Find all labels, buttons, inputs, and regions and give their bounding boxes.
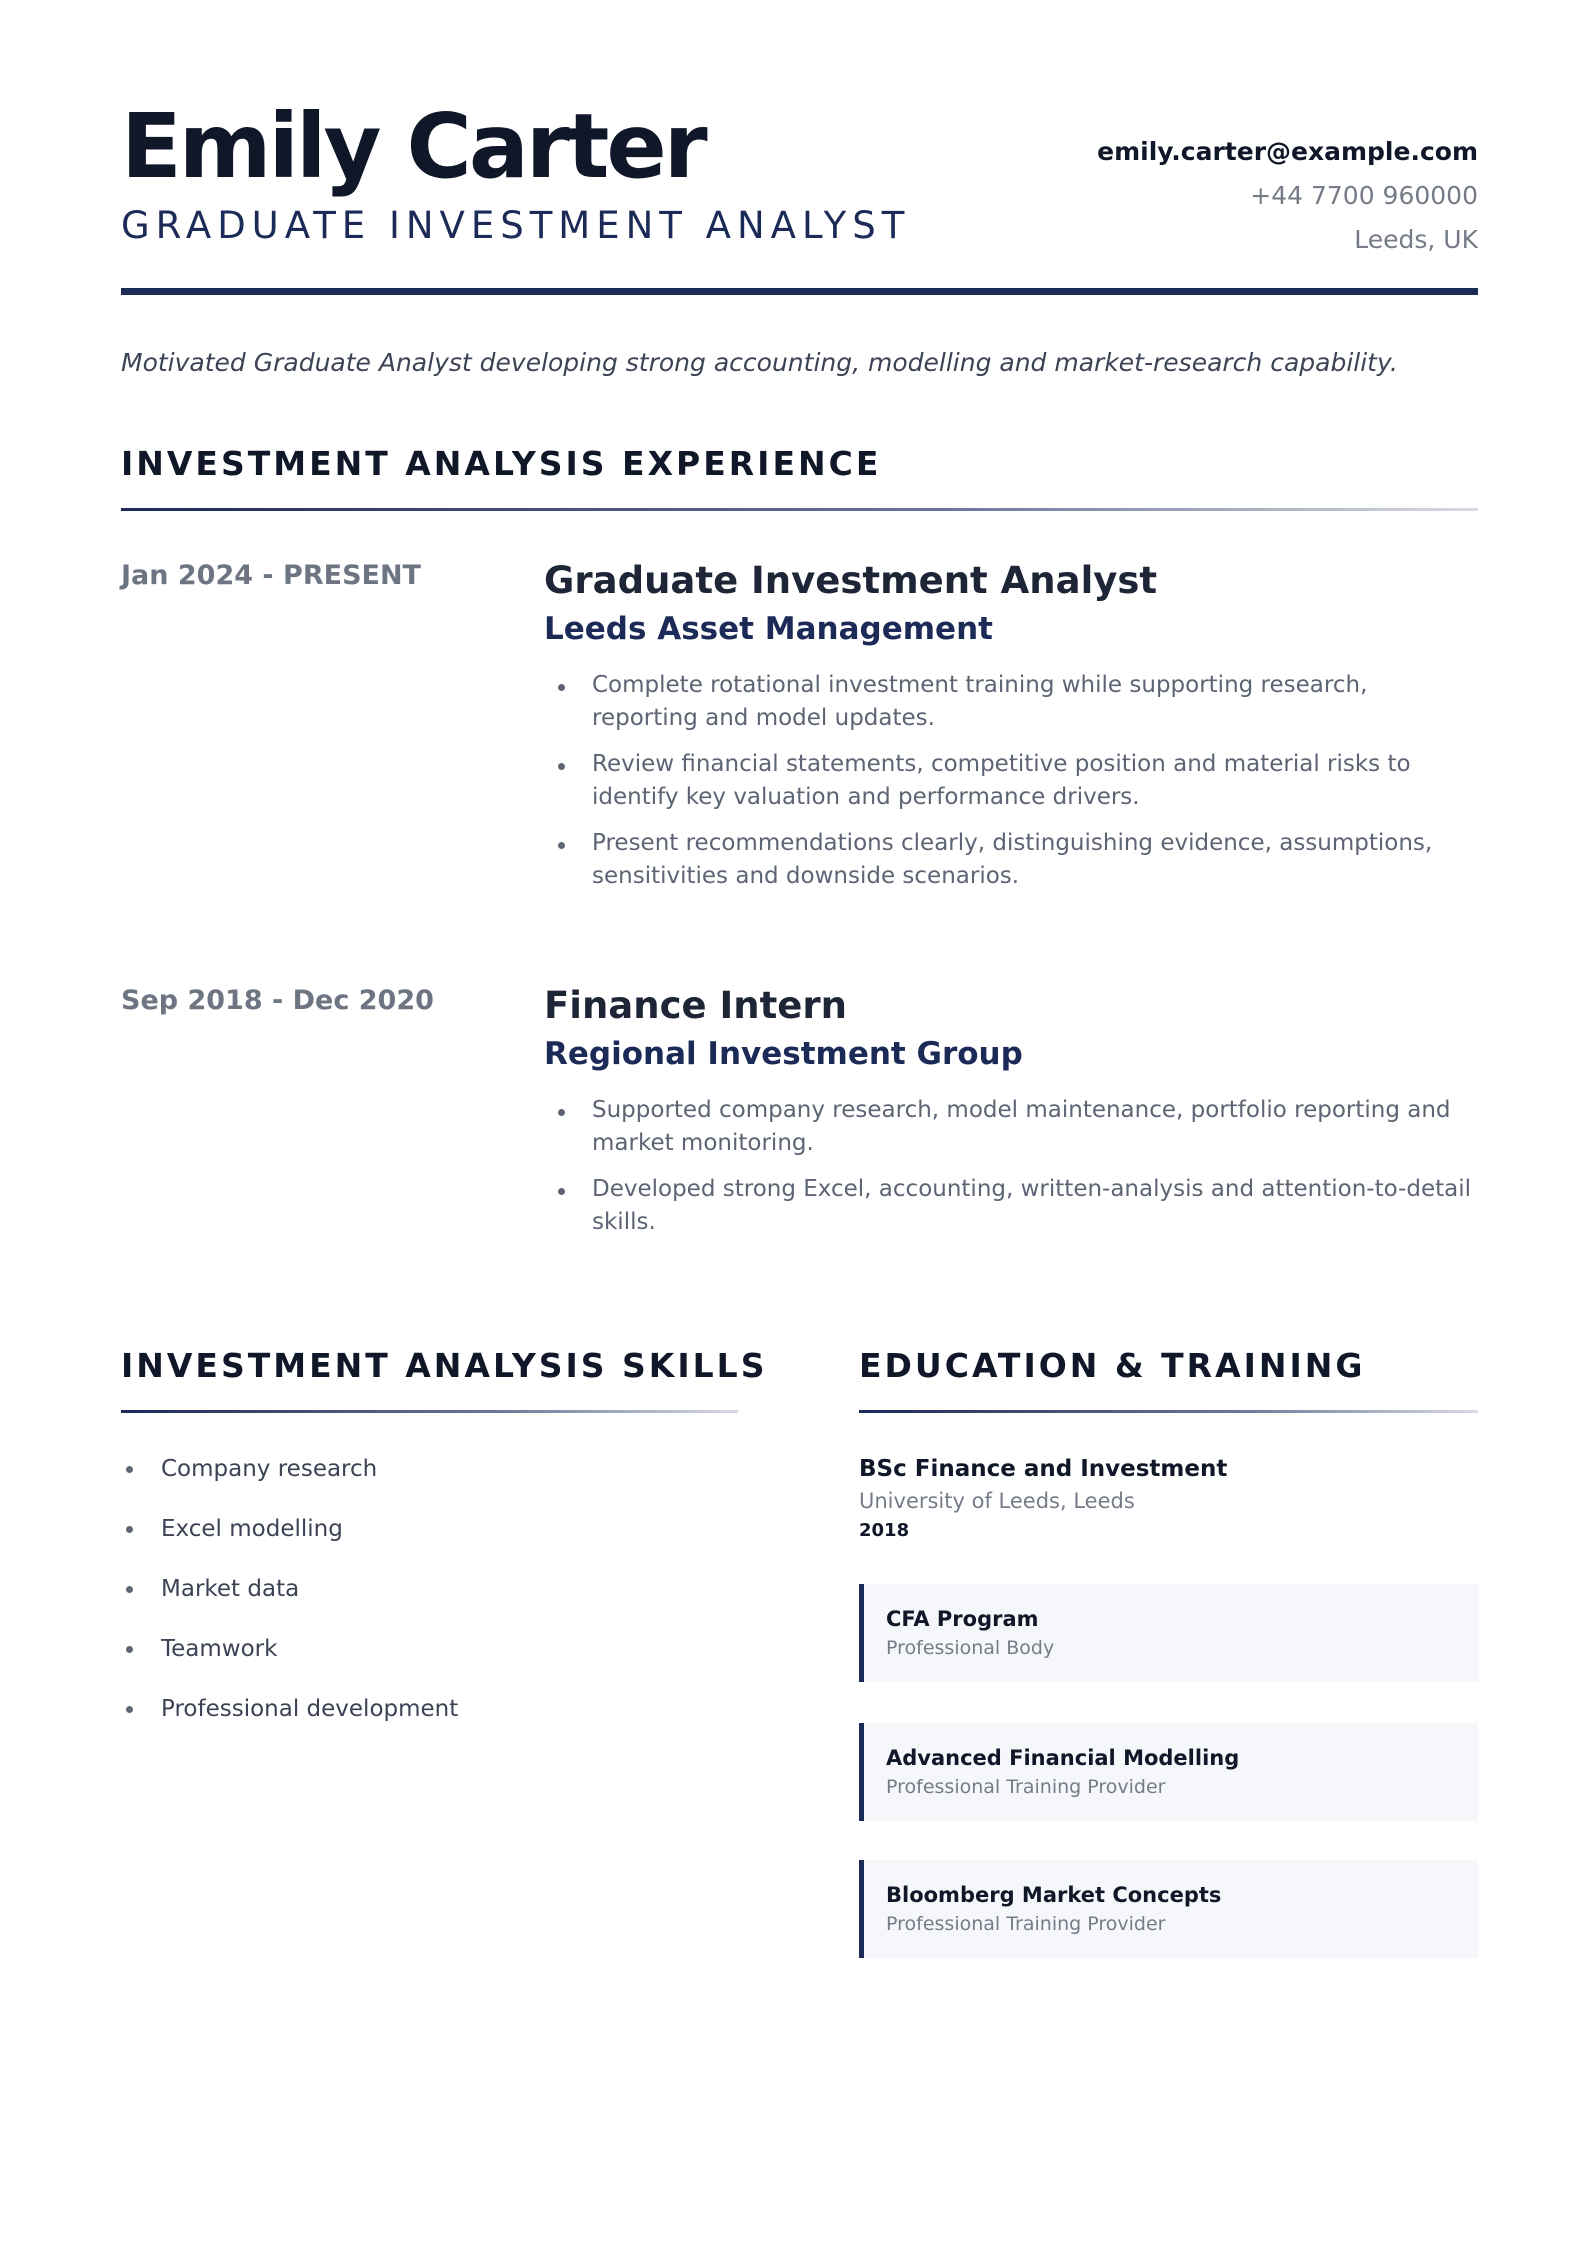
degree-year: 2018 (859, 1520, 910, 1541)
job-dates: Sep 2018 - Dec 2020 (121, 985, 434, 1016)
job-bullet: Present recommendations clearly, distinguishing evidence, assumptions, sensitivities and downside scenarios. (544, 827, 1478, 893)
job-bullets (544, 1094, 1478, 1239)
job-bullet: Review financial statements, competitive position and material risks to identify key valuation and performance drivers. (544, 748, 1478, 814)
degree-entry (859, 1453, 1478, 1545)
experience-divider (121, 508, 1478, 511)
education-heading: EDUCATION & TRAINING (859, 1346, 1366, 1385)
job-details (544, 558, 1478, 906)
certification-card (859, 1723, 1478, 1821)
degree-institution: University of Leeds, Leeds (859, 1489, 1135, 1513)
resume-page (121, 0, 1478, 2246)
certification-provider: Professional Training Provider (886, 1776, 1166, 1798)
contact-location: Leeds, UK (1354, 225, 1478, 254)
certification-provider: Professional Body (886, 1637, 1055, 1659)
skills-divider (121, 1410, 738, 1413)
job-title: Graduate Investment Analyst (544, 559, 1158, 602)
job-bullet: Supported company research, model maintenance, portfolio reporting and market monitoring. (544, 1094, 1478, 1160)
job-title: Finance Intern (544, 984, 847, 1027)
job-dates: Jan 2024 - PRESENT (121, 560, 421, 591)
profile-summary: Motivated Graduate Analyst developing strong accounting, modelling and market-research capability. (121, 348, 1398, 377)
experience-heading: INVESTMENT ANALYSIS EXPERIENCE (121, 444, 882, 483)
job-bullet: Developed strong Excel, accounting, written-analysis and attention-to-detail skills. (544, 1173, 1478, 1239)
skills-list (121, 1454, 458, 1754)
skill-item: Teamwork (121, 1634, 458, 1664)
certification-provider: Professional Training Provider (886, 1913, 1166, 1935)
skills-heading: INVESTMENT ANALYSIS SKILLS (121, 1346, 768, 1385)
contact-phone[interactable]: +44 7700 960000 (1250, 181, 1478, 210)
certification-title: CFA Program (886, 1607, 1039, 1631)
candidate-role: GRADUATE INVESTMENT ANALYST (121, 204, 911, 247)
education-divider (859, 1410, 1478, 1413)
header-divider (121, 288, 1478, 295)
skill-item: Market data (121, 1574, 458, 1604)
job-bullet: Complete rotational investment training while supporting research, reporting and model updates. (544, 669, 1478, 735)
skill-item: Excel modelling (121, 1514, 458, 1544)
contact-block (1097, 130, 1478, 262)
job-bullets (544, 669, 1478, 893)
certification-title: Bloomberg Market Concepts (886, 1883, 1222, 1907)
job-details (544, 983, 1478, 1252)
degree-title: BSc Finance and Investment (859, 1456, 1228, 1482)
job-company: Regional Investment Group (544, 1036, 1023, 1072)
certification-card (859, 1584, 1478, 1682)
candidate-name: Emily Carter (121, 94, 705, 198)
job-company: Leeds Asset Management (544, 611, 993, 647)
skill-item: Company research (121, 1454, 458, 1484)
certification-title: Advanced Financial Modelling (886, 1746, 1240, 1770)
contact-email[interactable]: emily.carter@example.com (1097, 137, 1478, 166)
skill-item: Professional development (121, 1694, 458, 1724)
certification-card (859, 1860, 1478, 1958)
